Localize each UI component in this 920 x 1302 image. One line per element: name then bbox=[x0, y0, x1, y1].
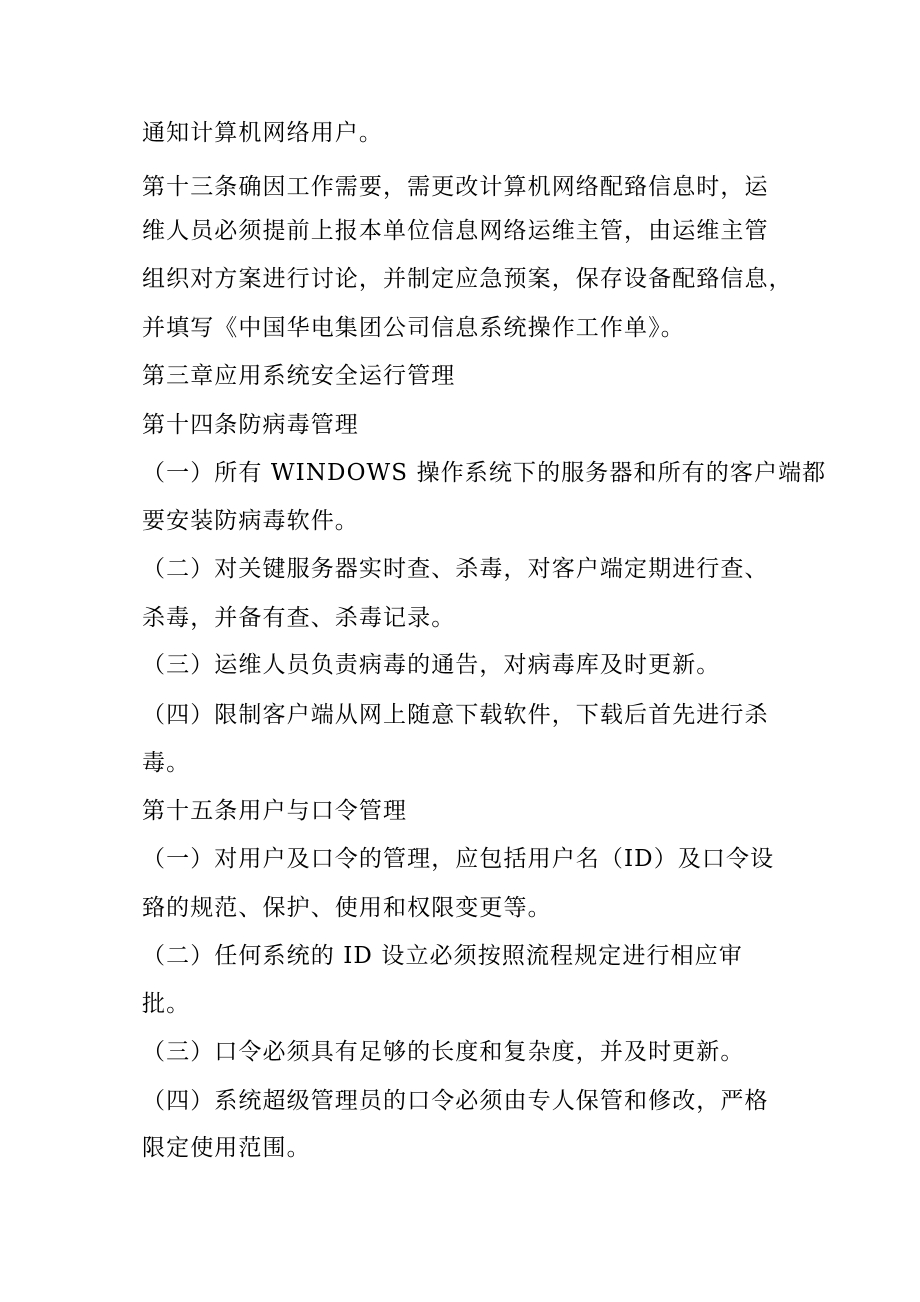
text-line: 并填写《中国华电集团公司信息系统操作工作单》。 bbox=[142, 315, 685, 341]
text-line: （一）对用户及口令的管理，应包括用户名（ID）及口令设 bbox=[142, 846, 775, 872]
text-line: （二）任何系统的 ID 设立必须按照流程规定进行相应审 bbox=[142, 943, 743, 969]
text-line: 臵的规范、保护、使用和权限变更等。 bbox=[142, 895, 552, 921]
text-line: （三）运维人员负责病毒的通告，对病毒库及时更新。 bbox=[142, 652, 721, 678]
text-line: （三）口令必须具有足够的长度和复杂度，并及时更新。 bbox=[142, 1039, 745, 1065]
text-line: 毒。 bbox=[142, 750, 191, 776]
text-line: 第三章应用系统安全运行管理 bbox=[142, 363, 456, 389]
text-line: 第十四条防病毒管理 bbox=[142, 412, 359, 438]
text-line: 通知计算机网络用户。 bbox=[142, 120, 383, 146]
text-line: 限定使用范围。 bbox=[142, 1135, 311, 1161]
text-line: 要安装防病毒软件。 bbox=[142, 508, 359, 534]
text-line: 第十五条用户与口令管理 bbox=[142, 798, 408, 824]
text-line: （二）对关键服务器实时查、杀毒，对客户端定期进行查、 bbox=[142, 556, 769, 582]
text-line: 维人员必须提前上报本单位信息网络运维主管，由运维主管 bbox=[142, 218, 769, 244]
text-line: 组织对方案进行讨论，并制定应急预案，保存设备配臵信息， bbox=[142, 266, 793, 292]
text-line: 杀毒，并备有查、杀毒记录。 bbox=[142, 605, 456, 631]
text-line: （四）系统超级管理员的口令必须由专人保管和修改，严格 bbox=[142, 1088, 769, 1114]
text-line: 批。 bbox=[142, 991, 191, 1017]
text-line: 第十三条确因工作需要，需更改计算机网络配臵信息时，运 bbox=[142, 174, 769, 200]
text-line: （四）限制客户端从网上随意下载软件，下载后首先进行杀 bbox=[142, 702, 769, 728]
text-line: （一）所有 WINDOWS 操作系统下的服务器和所有的客户端都 bbox=[142, 460, 827, 486]
